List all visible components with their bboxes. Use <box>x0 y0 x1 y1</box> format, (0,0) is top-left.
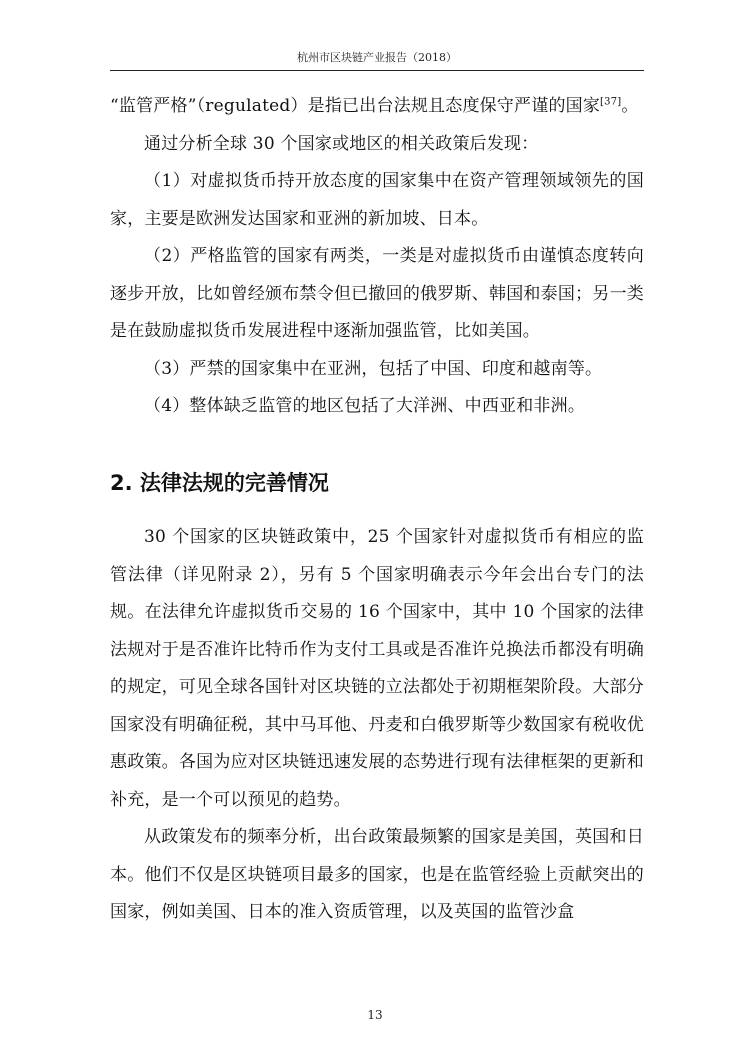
findings-lead: 通过分析全球 30 个国家或地区的相关政策后发现： <box>144 133 539 154</box>
section2-paragraph-2: 从政策发布的频率分析，出台政策最频繁的国家是美国，英国和日本。他们不仅是区块链项目最多的国家，也是在监管经验上贡献突出的国家，例如美国、日本的准入资质管理，以及英国的监管沙盒 <box>110 827 644 922</box>
finding-item-1: （1）对虚拟货币持开放态度的国家集中在资产管理领域领先的国家，主要是欧洲发达国家和亚洲的新加坡、日本。 <box>110 171 644 229</box>
section2-body <box>110 519 644 932</box>
intro-end: 。 <box>621 96 639 116</box>
intro-text: “监管严格”（regulated）是指已出台法规且态度保守严谨的国家 <box>110 96 601 116</box>
findings-block <box>110 88 644 426</box>
section-heading: 2. 法律法规的完善情况 <box>110 471 329 495</box>
citation-ref: [37] <box>600 96 622 108</box>
finding-item-4: （4）整体缺乏监管的地区包括了大洋洲、中西亚和非洲。 <box>144 396 586 416</box>
finding-item-3: （3）严禁的国家集中在亚洲，包括了中国、印度和越南等。 <box>144 358 603 379</box>
running-header <box>110 50 644 71</box>
page-number: 13 <box>367 1008 383 1022</box>
section2-paragraph-1: 30 个国家的区块链政策中，25 个国家针对虚拟货币有相应的监管法律（详见附录 2），另有 5 个国家明确表示今年会出台专门的法规。在法律允许虚拟货币交易的 16 个国家中，其中 10 个国家的法律法规对于是否准许比特币作为支付工具或是否准许兑换法币都没有明确的规定，可见全球各国针对区块链的立法都处于初期框架阶段。大部分国家没有明确征税，其中马耳他、丹麦和白俄罗斯等少数国家有税收优惠政策。各国为应对区块链迅速发展的态势进行现有法律框架的更新和补充，是一个可以预见的趋势。 <box>110 527 644 810</box>
running-header-title: 杭州市区块链产业报告（2018） <box>297 51 457 64</box>
finding-item-2: （2）严格监管的国家有两类，一类是对虚拟货币由谨慎态度转向逐步开放，比如曾经颁布禁令但已撤回的俄罗斯、韩国和泰国；另一类是在鼓励虚拟货币发展进程中逐渐加强监管，比如美国。 <box>110 246 644 341</box>
intro-line <box>110 88 644 126</box>
